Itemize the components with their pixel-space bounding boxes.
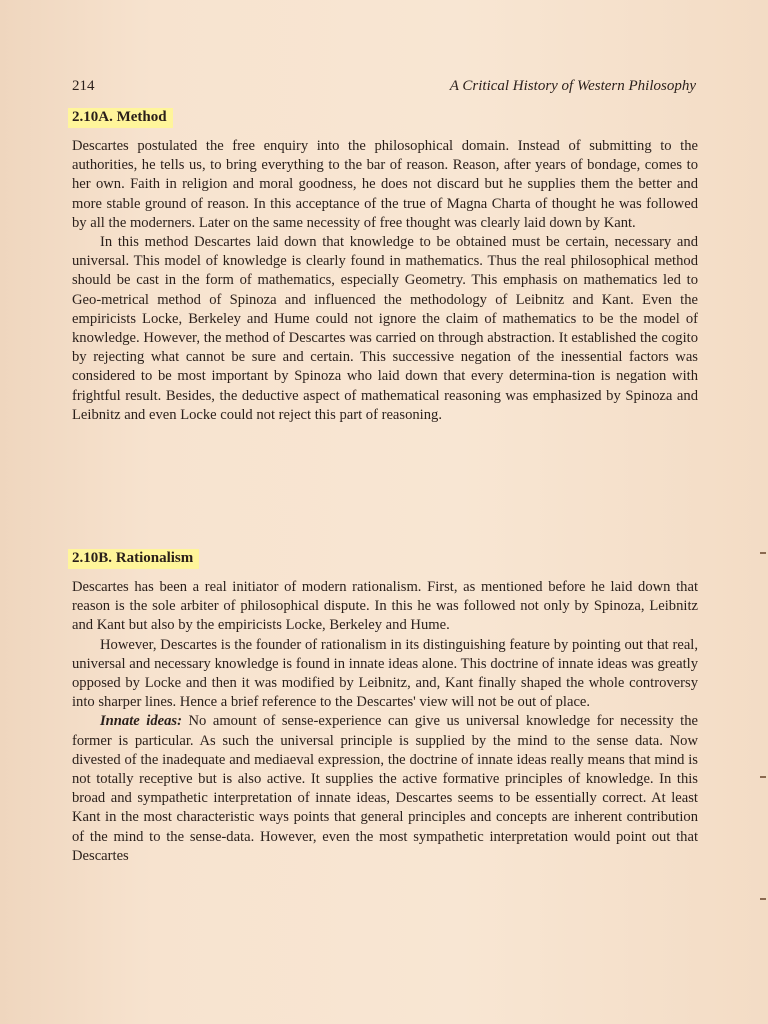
page-edge-mark [760, 776, 766, 778]
page-edge-mark [760, 552, 766, 554]
section-heading-rationalism: 2.10B. Rationalism [68, 549, 199, 569]
paragraph: Descartes has been a real initiator of modern rationalism. First, as mentioned before he laid down that reason is the sole arbiter of philosophical dispute. In this he was followed not only by Spinoza, Leibnitz and Kant but also by the empiricists Locke, Berkeley and Hume. [72, 579, 698, 634]
page-edge-mark [760, 898, 766, 900]
page-header [72, 78, 696, 100]
innate-ideas-paragraph [72, 712, 698, 866]
section-heading-method: 2.10A. Method [68, 108, 173, 128]
running-title: A Critical History of Western Philosophy [449, 78, 696, 94]
paragraph: Descartes postulated the free enquiry into the philosophical domain. Instead of submitting to the authorities, he tells us, to bring everything to the bar of reason. Reason, after years of bondage, comes to her own. Faith in religion and moral goodness, he does not discard but he supplies them the better and more stable ground of reason. In this acceptance of the true of Magna Charta of thought he was followed by all the moderners. Later on the same necessity of free thought was clearly laid down by Kant. [72, 138, 698, 231]
paragraph: However, Descartes is the founder of rationalism in its distinguishing feature by pointing out that real, universal and necessary knowledge is found in innate ideas alone. This doctrine of innate ideas was greatly opposed by Locke and then it was modified by Leibnitz, and, Kant finally shaped the whole controversy into sharper lines. Hence a brief reference to the Descartes' view will not be out of place. [72, 636, 698, 711]
paragraph: In this method Descartes laid down that knowledge to be obtained must be certain, necessary and universal. This model of knowledge is clearly found in mathematics. Thus the real philosophical method should be cast in the form of mathematics, especially Geometry. This emphasis on mathematics led to Geo-metrical method of Spinoza and influenced the methodology of Leibnitz and Kant. Even the empiricists Locke, Berkeley and Hume could not ignore the claim of mathematics to be the model of knowledge. However, the method of Descartes was carried on through abstraction. It established the cogito by rejecting what cannot be sure and certain. This successive negation of the inessential factors was considered to be most important by Spinoza who laid down that every determina-tion is negation with frightful result. Besides, the deductive aspect of mathematical reasoning was emphasized by Spinoza and Leibnitz and even Locke could not reject this part of reasoning. [72, 234, 698, 423]
page-number: 214 [72, 78, 95, 94]
section-body-rationalism [72, 578, 698, 866]
innate-ideas-text: No amount of sense-experience can give us universal knowledge for necessity the former is particular. As such the universal principle is supplied by the mind to the sense data. Now divested of the inadequate and mediaeval expression, the doctrine of innate ideas really means that mind is not totally receptive but is also active. It supplies the active formative principles of knowledge. In this broad and sympathetic interpretation of innate ideas, Descartes seems to be essentially correct. At least Kant in the most characteristic ways points that general principles and concepts are inherent contribution of the mind to the sense-data. However, even the most sympathetic interpretation would point out that Descartes [72, 713, 698, 864]
section-body-method [72, 137, 698, 425]
innate-ideas-label: Innate ideas: [100, 713, 182, 730]
